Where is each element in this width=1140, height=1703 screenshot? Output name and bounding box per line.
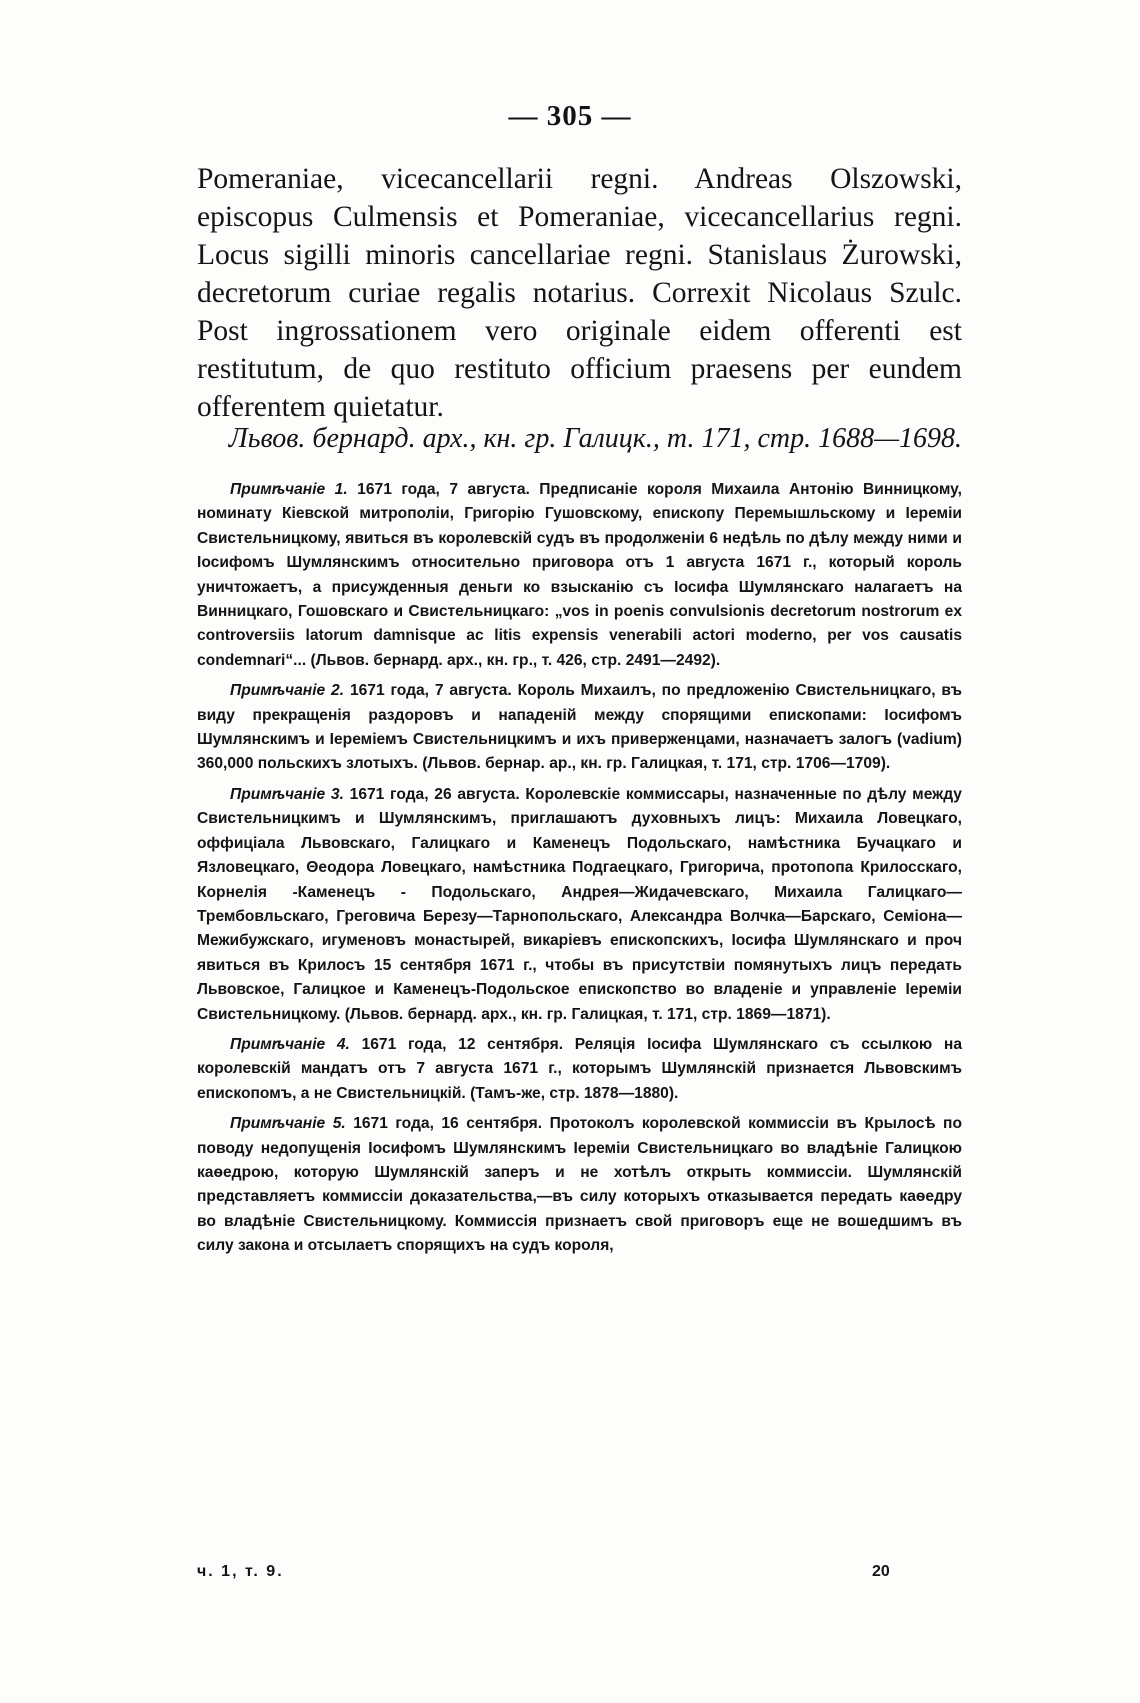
note-3 [197,783,962,1027]
printer-signature: ч. 1, т. 9. [197,1563,284,1580]
note-3-heading: Примѣчаніе 3. [230,785,344,803]
note-4-heading: Примѣчаніе 4. [230,1035,350,1053]
note-5 [197,1112,962,1258]
notes-section [197,478,962,1265]
note-2-text: 1671 года, 7 августа. Король Михаилъ, по предложенію Свистельницкаго, въ виду прекращенія раздоровъ и нападеній между спорящими епископами: Іосифомъ Шумлянскимъ и Іереміемъ Свистельницкимъ и ихъ приверженцами, назначаетъ залогъ (vadium) 360,000 польскихъ злотыхъ. (Львов. бернар. ар., кн. гр. Галицкая, т. 171, стр. 1706—1709). [197,682,962,773]
note-2 [197,679,962,777]
note-1-text: 1671 года, 7 августа. Предписаніе короля Михаила Антонію Винницкому, номинату Кіевской митрополіи, Григорію Гушовскому, епископу Перемышльскому и Іереміи Свистельницкому, явиться въ королевскій судъ въ продолженіи 6 недѣль по дѣлу между ними и Іосифомъ Шумлянскимъ относительно приговора отъ 1 августа 1671 г., который король уничтожаетъ, а присужденныя деньги ко взысканію съ Іосифа Шумлянскаго налагаетъ на Винницкаго, Гошовскаго и Свистельницкаго: „vos in poenis convulsionis decretorum nostrorum ex controversiis latorum damnisque ac litis expensis venerabili actori moderno, per vos causatis condemnari“... (Львов. бернард. арх., кн. гр., т. 426, стр. 2491—2492). [197,481,962,669]
archive-citation: Львов. бернард. арх., кн. гр. Галицк., т. 171, стр. 1688—1698. [228,423,962,454]
note-5-text: 1671 года, 16 сентября. Протоколъ королевской коммиссіи въ Крылосѣ по поводу недопущенія Іосифомъ Шумлянскимъ Іереміи Свистельницкаго во владѣніе Галицкою каѳедрою, которую Шумлянскій заперъ и не хотѣлъ открыть коммиссіи. Шумлянскій представляетъ коммиссіи доказательства,—въ силу которыхъ отказывается передать каѳедру во владѣніе Свистельницкому. Коммиссія признаетъ свой приговоръ еще не вошедшимъ въ силу закона и отсылаетъ спорящихъ на судъ короля, [197,1115,962,1255]
sheet-number: 20 [872,1563,890,1580]
note-3-text: 1671 года, 26 августа. Королевскіе коммиссары, назначенные по дѣлу между Свистельницкимъ и Шумлянскимъ, приглашаютъ духовныхъ лицъ: Михаила Ловецкаго, оффиціала Львовскаго, Галицкаго и Каменецъ Подольскаго, намѣстника Бучацкаго и Язловецкаго, Θеодора Ловецкаго, намѣстника Подгаецкаго, Григорича, протопопа Крилосскаго, Корнелія -Каменецъ - Подольскаго, Андрея—Жидачевскаго, Михаила Галицкаго—Трембовльскаго, Греговича Березу—Тарнопольскаго, Александра Волчка—Барскаго, Семіона—Межибужскаго, игуменовъ монастырей, викаріевъ епископскихъ, Іосифа Шумлянскаго и проч явиться въ Крилосъ 15 сентября 1671 г., чтобы въ присутствіи помянутыхъ лицъ передать Львовское, Галицкое и Каменецъ-Подольское епископство во владеніе и управленіе Іереміи Свистельницкому. (Львов. бернард. арх., кн. гр. Галицкая, т. 171, стр. 1869—1871). [197,785,962,1023]
note-1 [197,478,962,673]
page-number: — 305 — [508,100,632,132]
note-5-heading: Примѣчаніе 5. [230,1115,346,1133]
note-4-text: 1671 года, 12 сентября. Реляція Іосифа Шумлянскаго съ ссылкою на королевскій мандатъ отъ 7 августа 1671 г., которымъ Шумлянскій признается Львовскимъ епископомъ, а не Свистельницкій. (Тамъ-же, стр. 1878—1880). [197,1035,962,1102]
note-2-heading: Примѣчаніе 2. [230,682,345,700]
note-4 [197,1033,962,1106]
note-1-heading: Примѣчаніе 1. [230,481,348,498]
main-text-paragraph: Pomeraniae, vicecancellarii regni. Andreas Olszowski, episcopus Culmensis et Pomeraniae, vicecancellarius regni. Locus sigilli minoris cancellariae regni. Stanislaus Żurowski, decretorum curiae regalis notarius. Correxit Nicolaus Szulc. Post ingrossationem vero originale eidem offerenti est restitutum, de quo restituto officium praesens per eundem offerentem quietatur. [197,163,962,423]
